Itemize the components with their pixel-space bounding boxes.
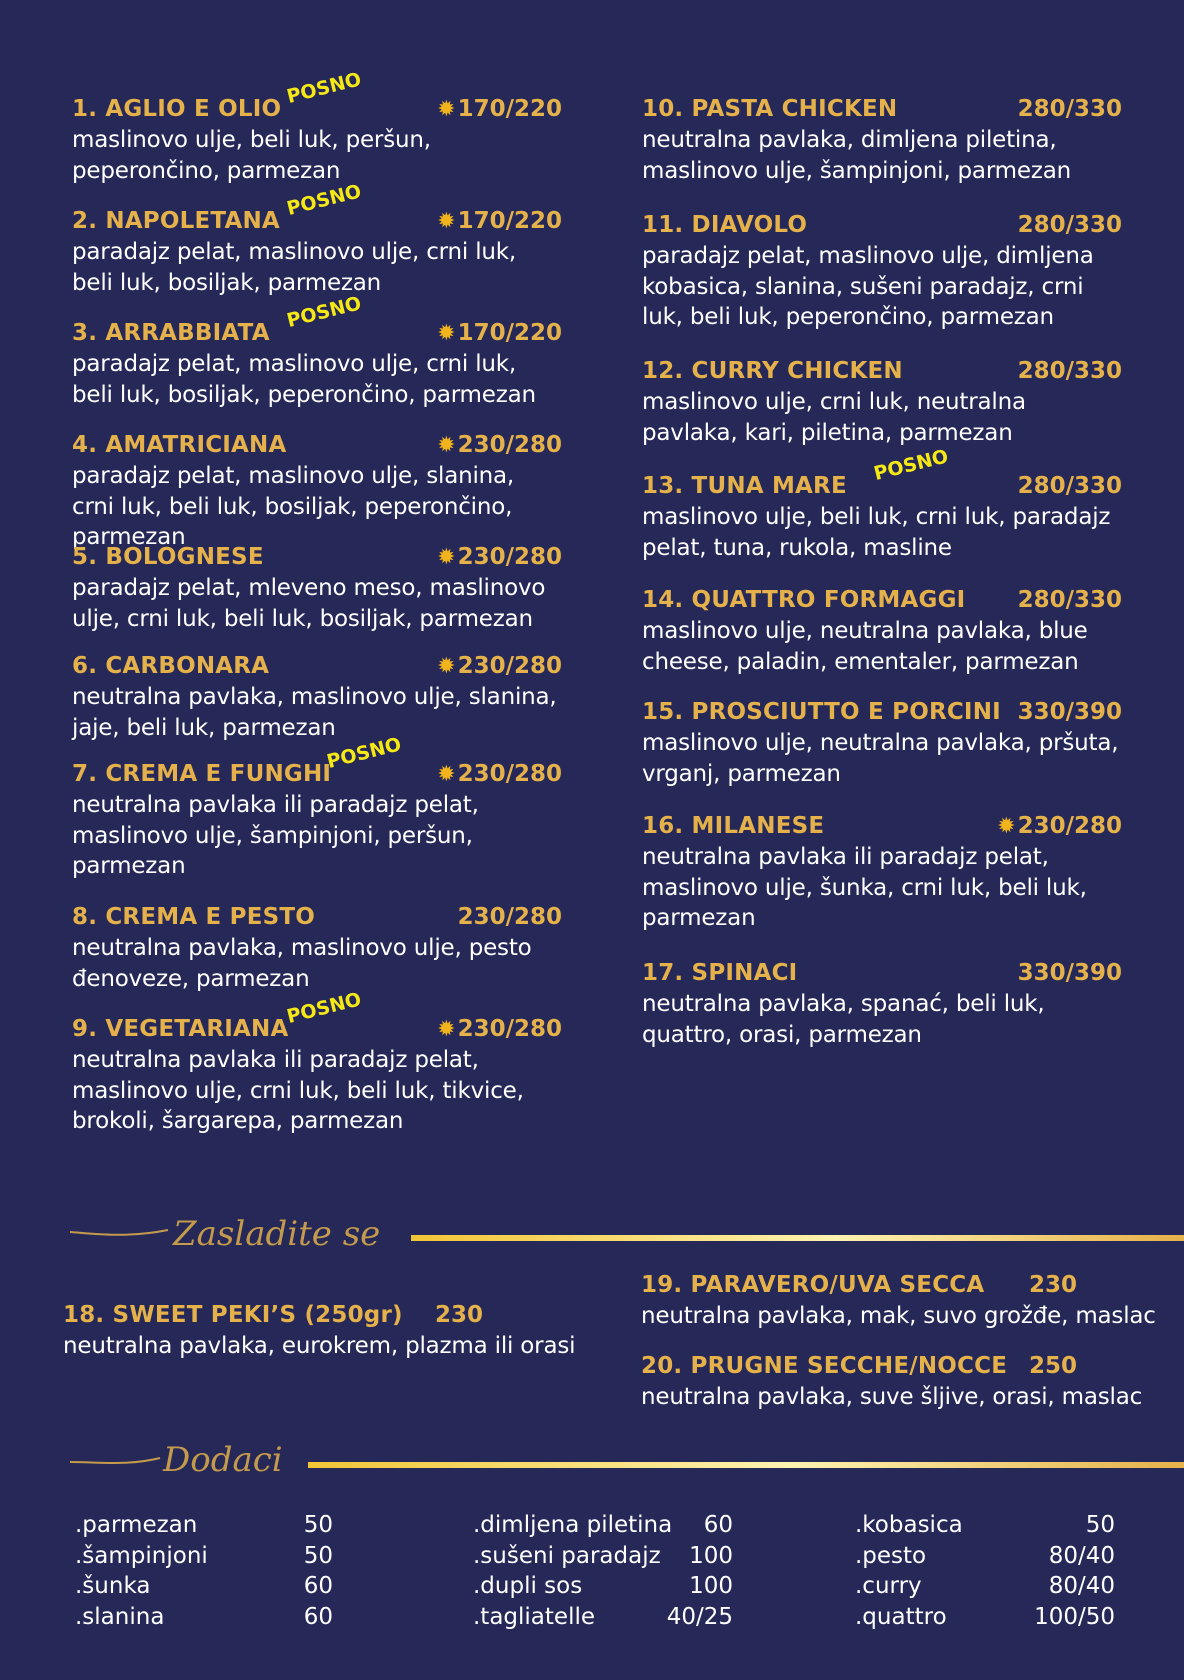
item-price bbox=[437, 320, 562, 346]
item-description: maslinovo ulje, neutralna pavlaka, pršuta, vrganj, parmezan bbox=[642, 730, 1119, 787]
item-title: 13. TUNA MARE bbox=[642, 473, 847, 499]
addons-column-1 bbox=[75, 1512, 333, 1634]
posno-badge: POSNO bbox=[284, 292, 364, 332]
addon-price: 50 bbox=[1085, 1512, 1115, 1538]
addon-row bbox=[855, 1543, 1115, 1574]
item-description: neutralna pavlaka, dimljena piletina, maslinovo ulje, šampinjoni, parmezan bbox=[642, 127, 1071, 184]
item-price-value: 280/330 bbox=[1017, 212, 1122, 238]
item-price bbox=[437, 653, 562, 679]
item-header bbox=[642, 587, 1122, 617]
item-title: 17. SPINACI bbox=[642, 960, 798, 986]
addon-price: 80/40 bbox=[1048, 1542, 1115, 1569]
item-price bbox=[1018, 96, 1122, 122]
item-description: neutralna pavlaka ili paradajz pelat, maslinovo ulje, crni luk, beli luk, tikvice, brokoli, šargarepa, parmezan bbox=[72, 1047, 524, 1134]
menu-item-right-5 bbox=[642, 587, 1122, 677]
menu-item-right-4 bbox=[642, 445, 1122, 563]
item-price-value: 280/330 bbox=[1017, 587, 1122, 613]
item-title: 12. CURRY CHICKEN bbox=[642, 358, 903, 384]
item-title: 7. CREMA E FUNGHI bbox=[72, 761, 332, 787]
addon-name: .šampinjoni bbox=[75, 1542, 208, 1569]
addon-price: 60 bbox=[303, 1603, 333, 1630]
item-description: neutralna pavlaka, maslinovo ulje, pesto đenoveze, parmezan bbox=[72, 935, 532, 992]
sweet-item-19 bbox=[641, 1272, 1156, 1332]
item-price bbox=[1018, 960, 1122, 986]
item-price-value: 170/220 bbox=[457, 96, 562, 122]
item-title: 15. PROSCIUTTO E PORCINI bbox=[642, 699, 1001, 725]
item-price-value: 230/280 bbox=[457, 544, 562, 570]
addon-price: 50 bbox=[303, 1512, 333, 1538]
star-icon: ✹ bbox=[437, 762, 456, 787]
item-price-value: 230/280 bbox=[457, 432, 562, 458]
addon-price: 100 bbox=[689, 1573, 733, 1599]
posno-badge: POSNO bbox=[284, 988, 364, 1028]
item-header bbox=[72, 180, 562, 238]
swirl-ornament-icon bbox=[68, 1440, 168, 1480]
addon-row bbox=[75, 1604, 333, 1635]
star-icon: ✹ bbox=[437, 97, 456, 122]
menu-item-8 bbox=[72, 904, 562, 994]
item-description: neutralna pavlaka, suve šljive, orasi, maslac bbox=[641, 1384, 1143, 1410]
addon-name: .pesto bbox=[855, 1542, 927, 1569]
item-header bbox=[72, 904, 562, 934]
item-title: 20. PRUGNE SECCHE/NOCCE bbox=[641, 1353, 1008, 1379]
item-description: paradajz pelat, maslinovo ulje, slanina, crni luk, beli luk, bosiljak, peperončino, parmezan bbox=[72, 463, 515, 550]
item-header bbox=[72, 544, 562, 574]
item-price bbox=[458, 904, 562, 930]
addon-price: 100 bbox=[689, 1542, 733, 1569]
addon-row bbox=[75, 1573, 333, 1604]
addons-column-2 bbox=[473, 1512, 733, 1634]
addon-name: .šunka bbox=[75, 1573, 151, 1599]
item-price bbox=[1018, 699, 1122, 725]
item-price-value: 170/220 bbox=[457, 208, 562, 234]
addon-price: 100/50 bbox=[1034, 1603, 1115, 1630]
sweet-item-18 bbox=[63, 1302, 576, 1362]
item-title: 10. PASTA CHICKEN bbox=[642, 96, 898, 122]
item-price bbox=[437, 761, 562, 787]
menu-item-4 bbox=[72, 432, 562, 553]
star-icon: ✹ bbox=[437, 545, 456, 570]
addon-row bbox=[473, 1512, 733, 1543]
item-description: neutralna pavlaka, eurokrem, plazma ili orasi bbox=[63, 1333, 576, 1359]
star-icon: ✹ bbox=[997, 814, 1016, 839]
addon-price: 40/25 bbox=[666, 1603, 733, 1630]
item-title: 18. SWEET PEKI’S (250gr) bbox=[63, 1302, 403, 1328]
addons-heading: Dodaci bbox=[163, 1440, 283, 1480]
item-title: 5. BOLOGNESE bbox=[72, 544, 264, 570]
star-icon: ✹ bbox=[437, 654, 456, 679]
item-price bbox=[437, 1016, 562, 1042]
item-price-value: 280/330 bbox=[1017, 473, 1122, 499]
item-description: maslinovo ulje, neutralna pavlaka, blue cheese, paladin, ementaler, parmezan bbox=[642, 618, 1088, 675]
item-description: paradajz pelat, maslinovo ulje, dimljena kobasica, slanina, sušeni paradajz, crni luk, beli luk, peperončino, parmezan bbox=[642, 243, 1094, 330]
addon-name: .quattro bbox=[855, 1603, 947, 1630]
item-description: paradajz pelat, mleveno meso, maslinovo ulje, crni luk, beli luk, bosiljak, parmezan bbox=[72, 575, 546, 632]
gold-divider bbox=[308, 1462, 1184, 1468]
item-description: maslinovo ulje, beli luk, crni luk, paradajz pelat, tuna, rukola, masline bbox=[642, 504, 1111, 561]
item-price-value: 280/330 bbox=[1017, 358, 1122, 384]
addon-name: .slanina bbox=[75, 1603, 165, 1630]
item-header bbox=[642, 699, 1122, 729]
item-description: maslinovo ulje, crni luk, neutralna pavlaka, kari, piletina, parmezan bbox=[642, 389, 1026, 446]
addon-name: .dimljena piletina bbox=[473, 1512, 673, 1538]
item-header bbox=[642, 960, 1122, 990]
item-price bbox=[437, 96, 562, 122]
item-header bbox=[72, 733, 562, 791]
item-price bbox=[1018, 473, 1122, 499]
star-icon: ✹ bbox=[437, 433, 456, 458]
item-title: 2. NAPOLETANA bbox=[72, 208, 280, 234]
item-header bbox=[72, 292, 562, 350]
menu-item-6 bbox=[72, 653, 562, 743]
menu-item-1 bbox=[72, 68, 562, 186]
item-price-value: 230/280 bbox=[1017, 813, 1122, 839]
item-description: neutralna pavlaka ili paradajz pelat, maslinovo ulje, šunka, crni luk, beli luk, parmezan bbox=[642, 844, 1087, 931]
addon-name: .dupli sos bbox=[473, 1573, 583, 1599]
item-price: 250 bbox=[1028, 1353, 1077, 1379]
item-title: 9. VEGETARIANA bbox=[72, 1016, 289, 1042]
addon-name: .sušeni paradajz bbox=[473, 1542, 661, 1569]
menu-item-3 bbox=[72, 292, 562, 410]
star-icon: ✹ bbox=[437, 1017, 456, 1042]
item-price-value: 170/220 bbox=[457, 320, 562, 346]
item-header bbox=[642, 445, 1122, 503]
menu-item-9 bbox=[72, 988, 562, 1137]
item-description: paradajz pelat, maslinovo ulje, crni luk, beli luk, bosiljak, peperončino, parmezan bbox=[72, 351, 536, 408]
item-price-value: 230/280 bbox=[457, 904, 562, 930]
addons-column-3 bbox=[855, 1512, 1115, 1634]
item-header bbox=[642, 358, 1122, 388]
item-header bbox=[72, 988, 562, 1046]
menu-item-right-2 bbox=[642, 212, 1122, 333]
gold-divider bbox=[411, 1235, 1184, 1241]
item-price-value: 330/390 bbox=[1017, 699, 1122, 725]
addon-row bbox=[855, 1604, 1115, 1635]
item-price bbox=[1018, 358, 1122, 384]
item-price bbox=[997, 813, 1122, 839]
menu-item-right-8 bbox=[642, 960, 1122, 1050]
addon-price: 50 bbox=[303, 1542, 333, 1569]
item-header bbox=[72, 68, 562, 126]
addon-row bbox=[473, 1573, 733, 1604]
posno-badge: POSNO bbox=[324, 733, 404, 773]
addon-name: .kobasica bbox=[855, 1512, 963, 1538]
addons-section-header bbox=[68, 1440, 1184, 1500]
menu-item-2 bbox=[72, 180, 562, 298]
item-title: 6. CARBONARA bbox=[72, 653, 270, 679]
addon-name: .curry bbox=[855, 1573, 922, 1599]
sweet-section-header bbox=[68, 1212, 1184, 1272]
posno-badge: POSNO bbox=[284, 68, 364, 108]
addon-price: 60 bbox=[303, 1573, 333, 1599]
menu-item-right-3 bbox=[642, 358, 1122, 448]
item-header bbox=[642, 96, 1122, 126]
menu-item-right-7 bbox=[642, 813, 1122, 934]
addon-name: .tagliatelle bbox=[473, 1603, 595, 1630]
item-header bbox=[642, 212, 1122, 242]
item-header bbox=[72, 653, 562, 683]
addon-row bbox=[473, 1604, 733, 1635]
addon-price: 80/40 bbox=[1048, 1573, 1115, 1599]
item-title: 16. MILANESE bbox=[642, 813, 825, 839]
star-icon: ✹ bbox=[437, 209, 456, 234]
item-price bbox=[437, 208, 562, 234]
posno-badge: POSNO bbox=[871, 445, 951, 485]
star-icon: ✹ bbox=[437, 321, 456, 346]
menu-item-5 bbox=[72, 544, 562, 634]
addon-row bbox=[75, 1543, 333, 1574]
addon-price: 60 bbox=[703, 1512, 733, 1538]
menu-item-7 bbox=[72, 733, 562, 882]
item-price: 230 bbox=[434, 1302, 483, 1328]
addon-row bbox=[75, 1512, 333, 1543]
addon-name: .parmezan bbox=[75, 1512, 198, 1538]
item-price-value: 230/280 bbox=[457, 761, 562, 787]
item-title: 4. AMATRICIANA bbox=[72, 432, 287, 458]
item-title: 19. PARAVERO/UVA SECCA bbox=[641, 1272, 985, 1298]
item-price-value: 330/390 bbox=[1017, 960, 1122, 986]
item-description: neutralna pavlaka, maslinovo ulje, slanina, jaje, beli luk, parmezan bbox=[72, 684, 557, 741]
item-description: neutralna pavlaka ili paradajz pelat, maslinovo ulje, šampinjoni, peršun, parmezan bbox=[72, 792, 479, 879]
item-description: neutralna pavlaka, spanać, beli luk, quattro, orasi, parmezan bbox=[642, 991, 1045, 1048]
item-price bbox=[437, 544, 562, 570]
item-title: 11. DIAVOLO bbox=[642, 212, 808, 238]
item-price-value: 230/280 bbox=[457, 1016, 562, 1042]
addon-row bbox=[473, 1543, 733, 1574]
item-title: 1. AGLIO E OLIO bbox=[72, 96, 282, 122]
item-price: 230 bbox=[1028, 1272, 1077, 1298]
item-header bbox=[72, 432, 562, 462]
item-price bbox=[437, 432, 562, 458]
addon-row bbox=[855, 1573, 1115, 1604]
menu-item-right-6 bbox=[642, 699, 1122, 789]
sweet-heading: Zasladite se bbox=[173, 1214, 381, 1254]
item-price bbox=[1018, 587, 1122, 613]
item-description: neutralna pavlaka, mak, suvo grožđe, maslac bbox=[641, 1303, 1156, 1329]
item-header bbox=[642, 813, 1122, 843]
item-title: 8. CREMA E PESTO bbox=[72, 904, 316, 930]
item-description: paradajz pelat, maslinovo ulje, crni luk, beli luk, bosiljak, parmezan bbox=[72, 239, 516, 296]
item-price-value: 230/280 bbox=[457, 653, 562, 679]
item-description: maslinovo ulje, beli luk, peršun, peperončino, parmezan bbox=[72, 127, 431, 184]
posno-badge: POSNO bbox=[284, 180, 364, 220]
addon-row bbox=[855, 1512, 1115, 1543]
item-title: 3. ARRABBIATA bbox=[72, 320, 270, 346]
item-title: 14. QUATTRO FORMAGGI bbox=[642, 587, 966, 613]
swirl-ornament-icon bbox=[68, 1212, 178, 1252]
menu-item-right-1 bbox=[642, 96, 1122, 186]
item-price-value: 280/330 bbox=[1017, 96, 1122, 122]
item-price bbox=[1018, 212, 1122, 238]
sweet-item-20 bbox=[641, 1353, 1143, 1413]
